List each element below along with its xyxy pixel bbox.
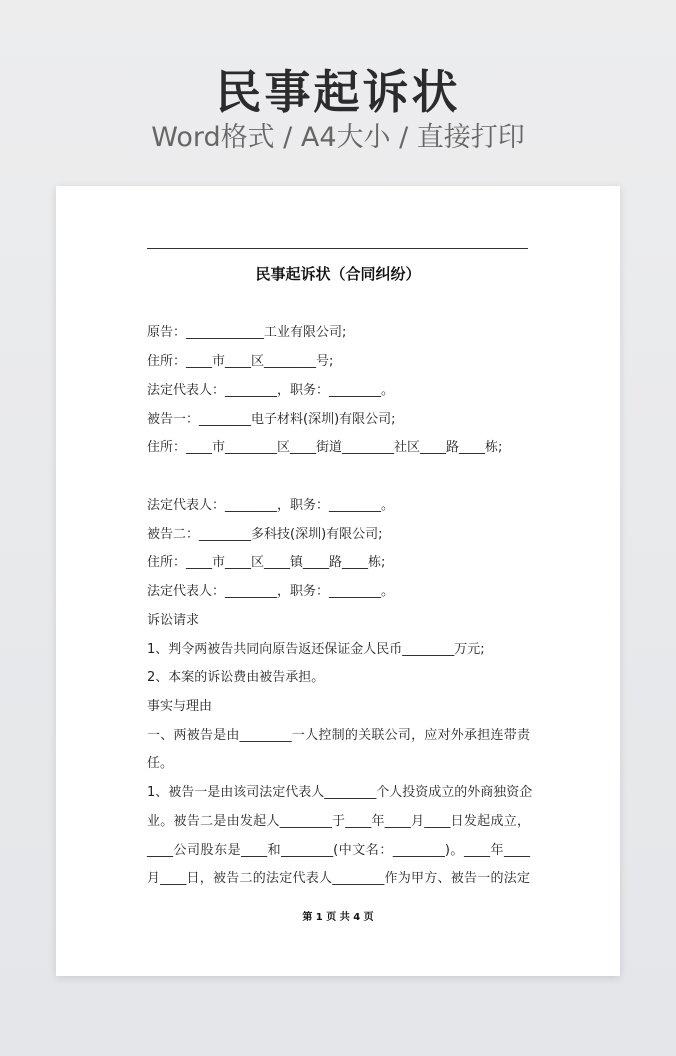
facts-heading: 事实与理由	[147, 699, 213, 714]
plaintiff-line: 原告：____________工业有限公司;	[147, 325, 347, 340]
page-subtitle: Word格式 / A4大小 / 直接打印	[151, 122, 525, 153]
defendant-two-address-line: 住所：____市____区____镇____路____栋;	[147, 555, 386, 570]
facts-paragraph-line: ____公司股东是____和________(中文名：________)。____年____	[147, 843, 530, 858]
facts-paragraph-line: 一、两被告是由________一人控制的关联公司，应对外承担连带责	[147, 728, 530, 743]
defendant-two-line: 被告二：________多科技(深圳)有限公司;	[147, 527, 383, 542]
facts-paragraph-line: 任。	[147, 756, 174, 771]
defendant-two-representative-line: 法定代表人：________，职务：________。	[147, 584, 395, 599]
header-rule	[147, 248, 528, 249]
claims-heading: 诉讼请求	[147, 613, 200, 628]
document-page	[56, 186, 620, 976]
plaintiff-address-line: 住所：____市____区________号;	[147, 354, 334, 369]
defendant-one-representative-line: 法定代表人：________，职务：________。	[147, 498, 395, 513]
facts-paragraph-line: 月____日，被告二的法定代表人________作为甲方、被告一的法定	[147, 871, 530, 886]
facts-paragraph-line: 1、被告一是由该司法定代表人________个人投资成立的外商独资企	[147, 785, 533, 800]
facts-paragraph-line: 业。被告二是由发起人________于____年____月____日发起成立，	[147, 814, 530, 829]
defendant-one-address-line: 住所：____市________区____街道________社区____路____栋;	[147, 440, 503, 455]
page-title: 民事起诉状	[215, 65, 461, 119]
document-title: 民事起诉状（合同纠纷）	[255, 265, 421, 283]
plaintiff-representative-line: 法定代表人：________，职务：________。	[147, 383, 395, 398]
claim-item: 2、本案的诉讼费由被告承担。	[147, 670, 325, 685]
page-number: 第 1 页 共 4 页	[302, 912, 374, 923]
defendant-one-line: 被告一：________电子材料(深圳)有限公司;	[147, 412, 396, 427]
claim-item: 1、判令两被告共同向原告返还保证金人民币________万元;	[147, 642, 485, 657]
